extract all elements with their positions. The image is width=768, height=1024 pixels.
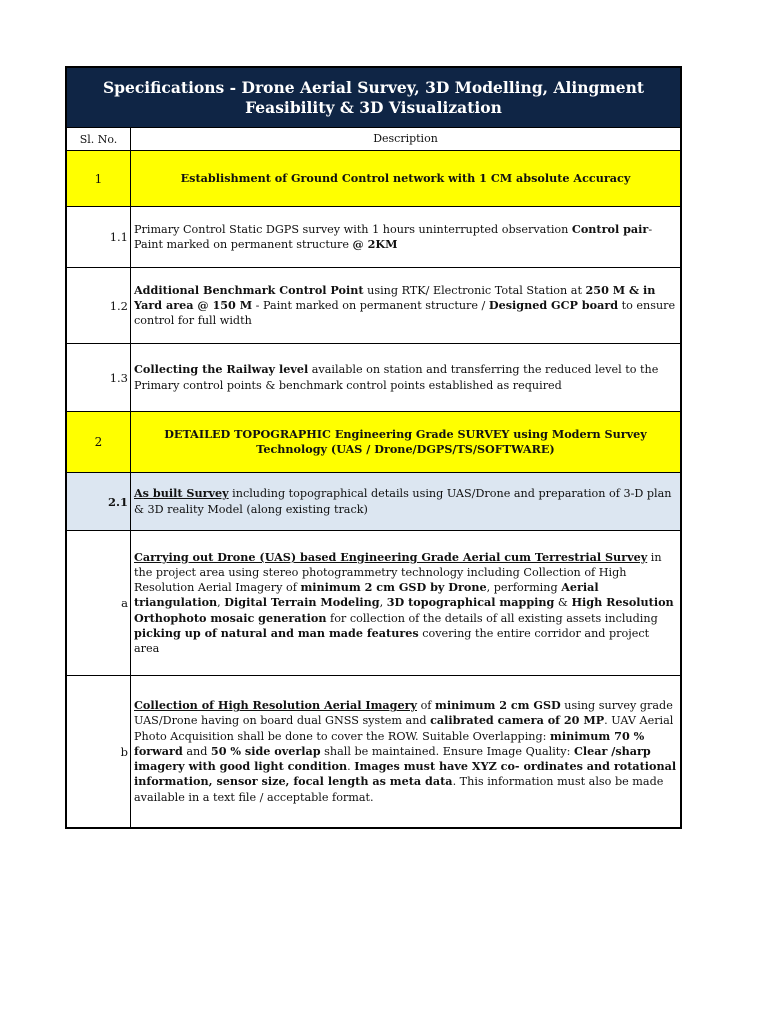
text-run-bold: Clear /sharp imagery with good light condition bbox=[134, 743, 651, 774]
text-run: in the project area using stereo photogrammetry technology including Collection of High Resolution Aerial Imagery of bbox=[134, 550, 662, 595]
text-run: . bbox=[347, 760, 355, 774]
row-a-no: a bbox=[67, 531, 131, 675]
row-1-3-text bbox=[131, 344, 680, 411]
text-run-bold-underline: Carrying out Drone (UAS) based Engineering Grade Aerial cum Terrestrial Survey bbox=[134, 549, 648, 564]
text-run: and bbox=[182, 744, 211, 758]
text-run: covering the entire corridor and project area bbox=[134, 626, 650, 655]
row-1 bbox=[67, 151, 680, 207]
text-run: , bbox=[217, 596, 225, 610]
text-run: shall be maintained. Ensure Image Quality: bbox=[320, 744, 574, 758]
row-a bbox=[67, 531, 680, 676]
text-run: using RTK/ Electronic Total Station at bbox=[363, 283, 586, 297]
text-run-bold: Additional Benchmark Control Point bbox=[134, 282, 364, 297]
text-run: . This information must also be made available in a text file / acceptable format. bbox=[134, 775, 664, 804]
text-run-bold: Designed GCP board bbox=[488, 297, 619, 312]
text-run: Primary Control Static DGPS survey with 1 hours uninterrupted observation bbox=[134, 222, 572, 236]
row-b-text bbox=[131, 676, 680, 827]
row-2-no: 2 bbox=[67, 412, 131, 472]
row-2 bbox=[67, 412, 680, 473]
text-run-bold: picking up of natural and man made features bbox=[134, 625, 419, 640]
row-2-1-text bbox=[131, 473, 680, 530]
text-run-bold: High Resolution Orthophoto mosaic generation bbox=[134, 595, 674, 625]
row-1-1-no: 1.1 bbox=[67, 207, 131, 267]
row-b bbox=[67, 676, 680, 827]
row-1-1 bbox=[67, 207, 680, 268]
text-run-bold: 3D topographical mapping bbox=[386, 595, 555, 610]
text-run-bold: Digital Terrain Modeling bbox=[224, 595, 380, 610]
text-run-bold: 50 % side overlap bbox=[210, 743, 321, 758]
text-run: for collection of the details of all existing assets including bbox=[326, 611, 658, 625]
row-2-text: DETAILED TOPOGRAPHIC Engineering Grade SURVEY using Modern Survey Technology (UAS / Drone/DGPS/TS/SOFTWARE) bbox=[164, 426, 647, 456]
text-run: , performing bbox=[486, 581, 562, 595]
text-run: , bbox=[379, 596, 387, 610]
table-title bbox=[67, 68, 680, 128]
text-run-bold: calibrated camera of 20 MP bbox=[430, 713, 605, 728]
row-b-no: b bbox=[67, 676, 131, 827]
text-run-bold: 250 M & in Yard area @ 150 M bbox=[134, 282, 656, 312]
text-run: of bbox=[417, 699, 436, 713]
text-run: including topographical details using UAS/Drone and preparation of 3-D plan & 3D reality Model (along existing track) bbox=[134, 487, 672, 516]
header-row bbox=[67, 128, 680, 151]
text-run-bold: minimum 2 cm GSD by Drone bbox=[300, 580, 487, 595]
row-1-1-text bbox=[131, 207, 680, 267]
text-run: using survey grade UAS/Drone having on board dual GNSS system and bbox=[134, 699, 673, 728]
row-1-text: Establishment of Ground Control network with 1 CM absolute Accuracy bbox=[180, 170, 631, 185]
text-run-bold: Images must have XYZ co- ordinates and rotational information, sensor size, focal length as meta data bbox=[134, 759, 677, 789]
row-a-text bbox=[131, 531, 680, 675]
title-line-1: Specifications - Drone Aerial Survey, 3D Modelling, Alingment bbox=[102, 77, 645, 97]
text-run: to ensure control for full width bbox=[134, 298, 676, 328]
spec-table bbox=[65, 66, 682, 829]
row-2-1-no: 2.1 bbox=[67, 473, 131, 530]
row-1-2 bbox=[67, 268, 680, 344]
title-line-2: Feasibility & 3D Visualization bbox=[245, 97, 502, 117]
text-run: . UAV Aerial Photo Acquisition shall be done to cover the ROW. Suitable Overlapping: bbox=[134, 714, 674, 743]
text-run: & bbox=[554, 596, 572, 610]
text-run: - Paint marked on permanent structure bbox=[134, 222, 653, 251]
row-1-3-no: 1.3 bbox=[67, 344, 131, 411]
text-run-bold: Control pair bbox=[571, 221, 649, 236]
row-1-2-no: 1.2 bbox=[67, 268, 131, 343]
header-sl-no: Sl. No. bbox=[67, 128, 131, 150]
text-run-bold-underline: As built Survey bbox=[134, 486, 229, 501]
text-run-bold: Aerial triangulation bbox=[134, 580, 599, 610]
text-run-bold: minimum 2 cm GSD bbox=[435, 698, 561, 713]
text-run: - Paint marked on permanent structure / bbox=[252, 298, 489, 312]
text-run-bold: Collecting the Railway level bbox=[134, 362, 309, 377]
text-run-bold-underline: Collection of High Resolution Aerial Imagery bbox=[134, 698, 418, 713]
row-1-2-text bbox=[131, 268, 680, 343]
header-description: Description bbox=[373, 132, 438, 146]
row-1-no: 1 bbox=[67, 151, 131, 206]
row-2-1 bbox=[67, 473, 680, 531]
text-run-bold: minimum 70 % forward bbox=[134, 728, 645, 758]
text-run: available on station and transferring the reduced level to the Primary control points & benchmark control points established as required bbox=[134, 363, 659, 392]
text-run-bold: @ 2KM bbox=[352, 237, 398, 251]
row-1-3 bbox=[67, 344, 680, 412]
